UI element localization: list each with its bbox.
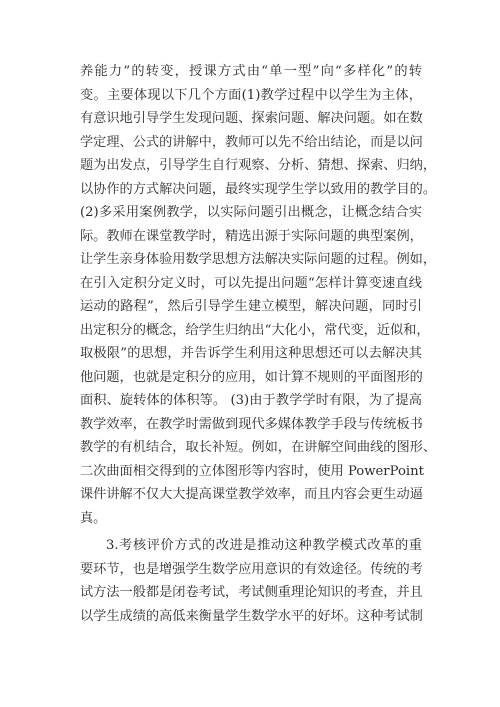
text-line: 有意识地引导学生发现问题、探索问题、解决问题。如在数: [80, 111, 423, 126]
text-line: 真。: [80, 510, 107, 526]
text-line: 变。主要体现以下几个方面(1)教学过程中以学生为主体，: [80, 87, 422, 103]
text-line: 学定理、公式的讲解中，教师可以先不给出结论，而是以问: [80, 134, 423, 150]
text-line: (2)多采用案例教学，以实际问题引出概念，让概念结合实: [80, 205, 422, 220]
text-line: 要环节，也是增强学生数学应用意识的有效途径。传统的考: [80, 561, 423, 577]
text-line: 3.考核评价方式的改进是推动这种教学模式改革的重: [106, 538, 422, 553]
text-line: 二次曲面相交得到的立体图形等内容时，使用 PowerPoint: [80, 463, 424, 479]
body-paragraph-2: [80, 534, 422, 628]
text-line: 取极限”的思想，并告诉学生利用这种思想还可以去解决其: [80, 346, 422, 361]
text-line: 在引入定积分定义时，可以先提出问题“怎样计算变速直线: [80, 275, 422, 291]
text-line: 际。教师在课堂教学时，精选出源于实际问题的典型案例，: [80, 228, 423, 244]
text-line: 运动的路程”，然后引导学生建立模型，解决问题，同时引: [80, 299, 422, 314]
text-line: 教学的有机结合，取长补短。例如，在讲解空间曲线的图形、: [80, 440, 437, 455]
text-line: 出定积分的概念，给学生归纳出“大化小，常代变，近似和，: [80, 322, 430, 338]
text-line: 他问题，也就是定积分的应用，如计算不规则的平面图形的: [80, 369, 423, 385]
body-paragraph-1: [80, 60, 437, 530]
text-line: 题为出发点，引导学生自行观察、分析、猜想、探索、归纳，: [80, 158, 437, 173]
text-line: 教学效率，在教学时需做到现代多媒体教学手段与传统板书: [80, 416, 423, 432]
text-line: 以学生成绩的高低来衡量学生数学水平的好坏。这种考试制: [80, 608, 423, 624]
text-line: 以协作的方式解决问题，最终实现学生学以致用的教学目的。: [80, 181, 437, 197]
text-line: 养能力”的转变，授课方式由“单一型”向“多样化”的转: [80, 64, 422, 79]
text-line: 面积、旋转体的体积等。 (3)由于教学学时有限，为了提高: [80, 393, 422, 408]
text-line: 让学生亲身体验用数学思想方法解决实际问题的过程。例如，: [80, 252, 437, 267]
text-line: 试方法一般都是闭卷考试，考试侧重理论知识的考查，并且: [80, 585, 423, 600]
text-line: 课件讲解不仅大大提高课堂教学效率，而且内容会更生动逼: [80, 487, 423, 502]
